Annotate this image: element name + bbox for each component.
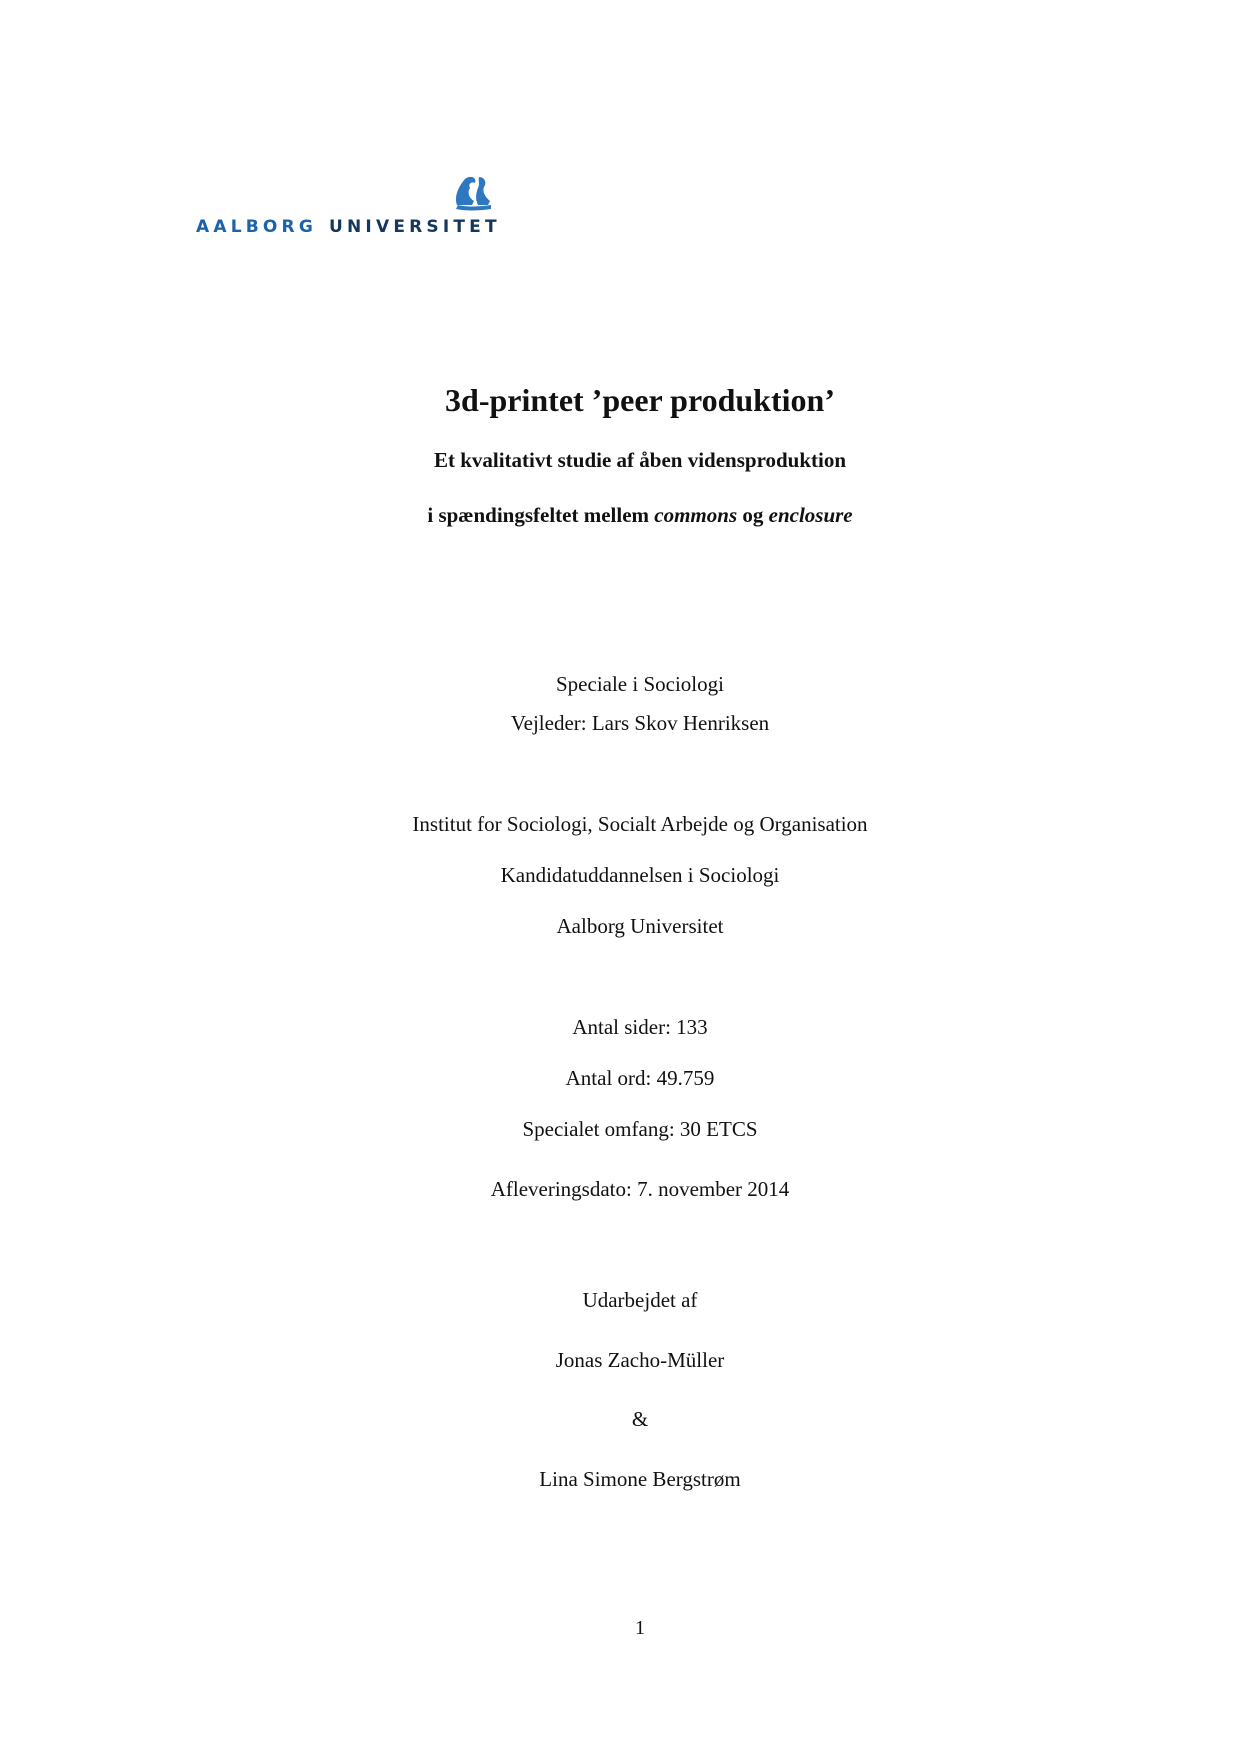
logo-text-aalborg: AALBORG — [196, 217, 317, 237]
author-1: Jonas Zacho-Müller — [555, 1348, 725, 1372]
antal-ord-line: Antal ord: 49.759 — [565, 1066, 715, 1090]
subtitle-middle: og — [737, 503, 769, 527]
logo-text-universitet: UNIVERSITET — [329, 217, 501, 237]
author-2: Lina Simone Bergstrøm — [539, 1467, 741, 1491]
afleveringsdato-line: Afleveringsdato: 7. november 2014 — [490, 1177, 790, 1201]
subtitle-term-enclosure: enclosure — [768, 503, 853, 527]
vejleder-line: Vejleder: Lars Skov Henriksen — [510, 711, 770, 735]
uddannelse-line: Kandidatuddannelsen i Sociologi — [500, 863, 780, 887]
subtitle-term-commons: commons — [654, 503, 738, 527]
institut-line: Institut for Sociologi, Socialt Arbejde og Organisation — [412, 812, 868, 836]
universitet-line: Aalborg Universitet — [556, 914, 724, 938]
udarbejdet-af-line: Udarbejdet af — [582, 1288, 698, 1312]
subtitle-line-2 — [0, 503, 1241, 528]
speciale-line: Speciale i Sociologi — [556, 672, 724, 696]
subtitle-prefix: i spændingsfeltet mellem — [427, 503, 655, 527]
document-title: 3d-printet ’peer produktion’ — [445, 382, 835, 418]
omfang-line: Specialet omfang: 30 ETCS — [522, 1117, 758, 1141]
page-number: 1 — [635, 1617, 645, 1639]
ampersand: & — [631, 1407, 649, 1431]
aalborg-universitet-logo — [196, 175, 536, 245]
antal-sider-line: Antal sider: 133 — [572, 1015, 708, 1039]
wave-icon — [451, 175, 495, 211]
subtitle-line-1: Et kvalitativt studie af åben vidensproduktion — [433, 448, 847, 472]
logo-text — [196, 217, 501, 237]
